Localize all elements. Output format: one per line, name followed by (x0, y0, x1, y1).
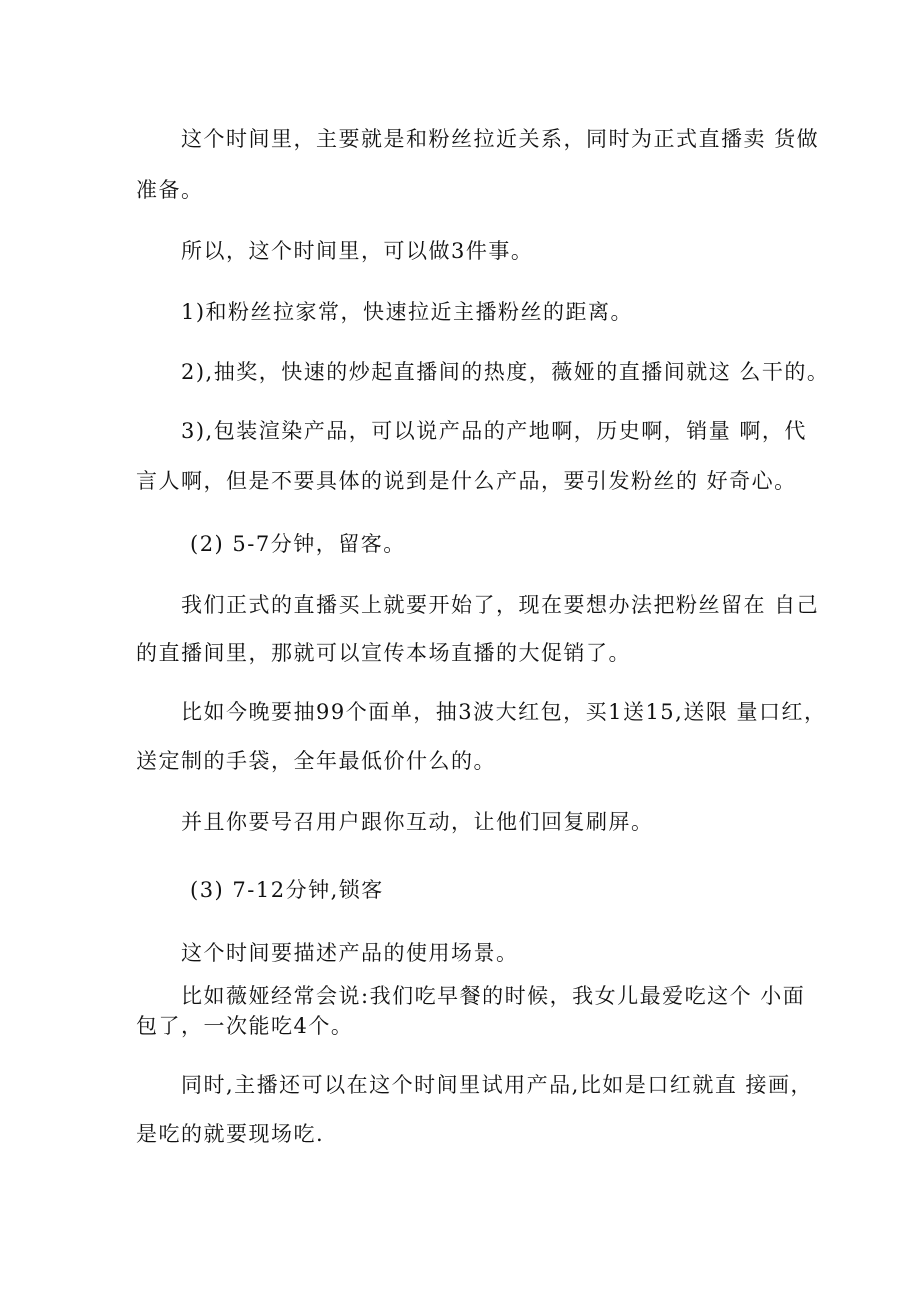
paragraph-11-line-2: 是吃的就要现场吃. (136, 1122, 325, 1146)
paragraph-10-line-2: 包了，一次能吃4个。 (136, 1014, 354, 1038)
paragraph-10-line-1: 比如薇娅经常会说:我们吃早餐的时候，我女儿最爱吃这个 小面 (181, 984, 806, 1008)
paragraph-11-line-1: 同时,主播还可以在这个时间里试用产品,比如是口红就直 接画， (181, 1073, 814, 1097)
list-item-3-line-2: 言人啊，但是不要具体的说到是什么产品，要引发粉丝的 好奇心。 (136, 469, 797, 493)
section-heading-3: (3) 7-12分钟,锁客 (190, 878, 384, 902)
paragraph-7-line-2: 送定制的手袋，全年最低价什么的。 (136, 749, 496, 773)
paragraph-1-line-1: 这个时间里，主要就是和粉丝拉近关系，同时为正式直播卖 货做 (181, 127, 820, 151)
paragraph-6-line-2: 的直播间里，那就可以宣传本场直播的大促销了。 (136, 641, 631, 665)
list-item-1: 1)和粉丝拉家常，快速拉近主播粉丝的距离。 (181, 300, 634, 324)
paragraph-1-line-2: 准备。 (136, 178, 204, 202)
section-heading-2: (2) 5-7分钟，留客。 (190, 532, 406, 556)
paragraph-8: 并且你要号召用户跟你互动，让他们回复刷屏。 (181, 810, 654, 834)
paragraph-6-line-1: 我们正式的直播买上就要开始了，现在要想办法把粉丝留在 自己 (181, 593, 820, 617)
paragraph-2: 所以，这个时间里，可以做3件事。 (181, 239, 534, 263)
paragraph-9: 这个时间要描述产品的使用场景。 (181, 941, 519, 965)
list-item-3-line-1: 3),包装渲染产品，可以说产品的产地啊，历史啊，销量 啊，代 (181, 419, 807, 443)
list-item-2: 2),抽奖，快速的炒起直播间的热度，薇娅的直播间就这 么干的。 (181, 360, 830, 384)
paragraph-7-line-1: 比如今晚要抽99个面单，抽3波大红包，买1送15,送限 量口红， (181, 700, 827, 724)
